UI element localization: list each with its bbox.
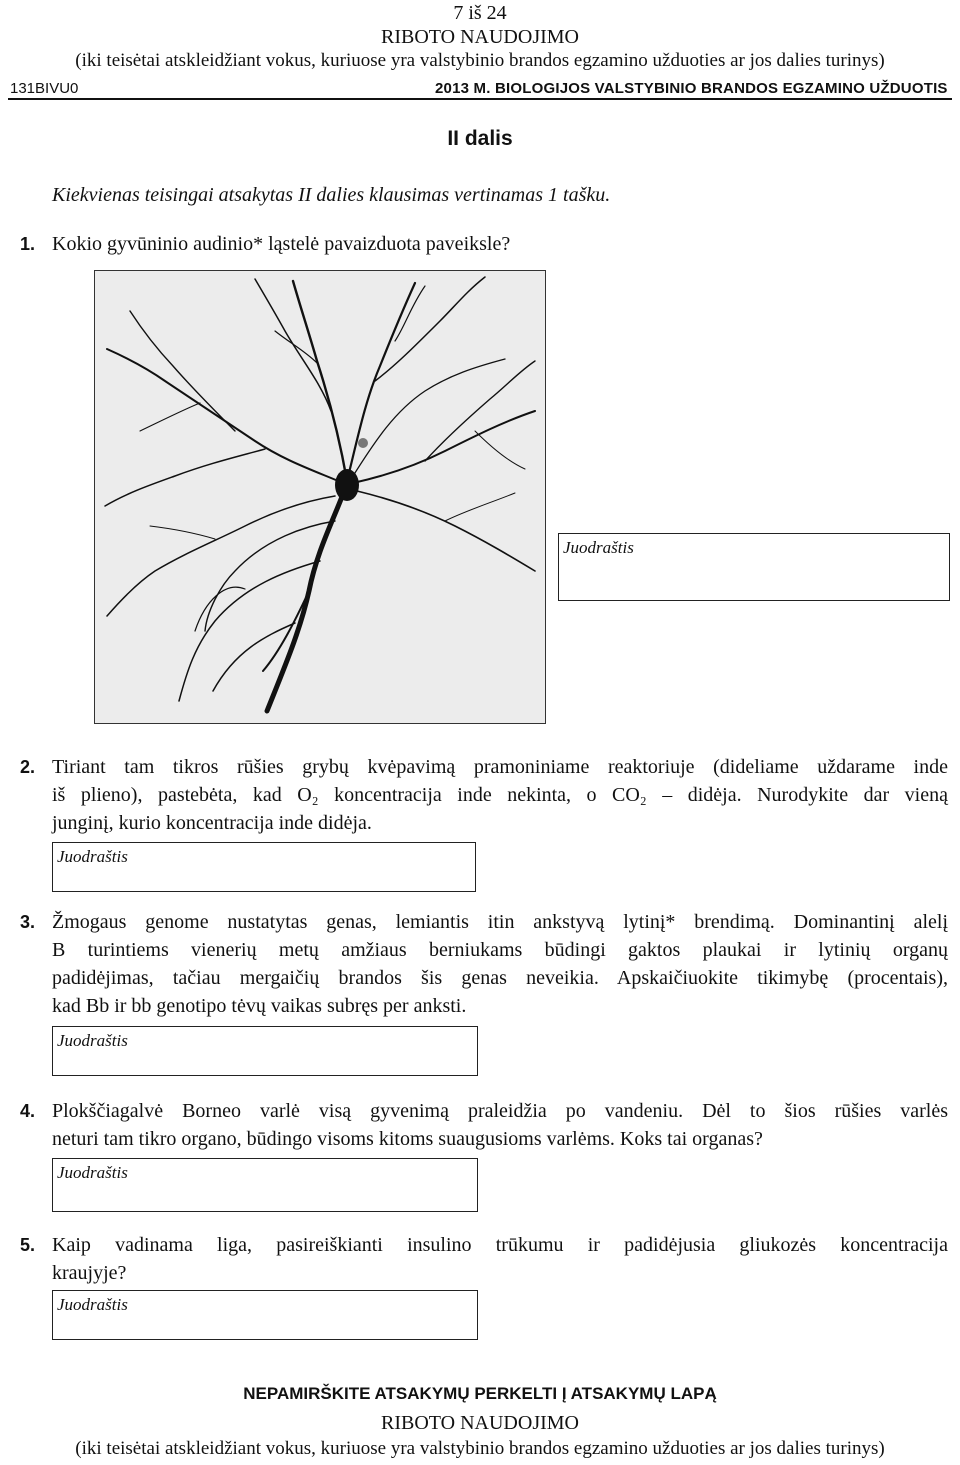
question-1-number: 1. [20,234,36,254]
question-5-line: kraujyje? [52,1262,127,1284]
part-title: II dalis [447,127,513,150]
draft-label: Juodraštis [57,847,128,866]
draft-label: Juodraštis [563,538,634,557]
restriction-note: (iki teisėtai atskleidžiant vokus, kuriuose yra valstybinio brandos egzamino užduoties ar jos dalies turinys) [75,50,885,71]
question-2-line: iš plieno), pastebėta, kad O₂ koncentracija inde nekinta, o CO₂ – didėja. Nurodykite dar vieną [52,784,948,806]
question-5-text [52,1231,948,1287]
question-3-line: Žmogaus genome nustatytas genas, lemiantis itin ankstyvą lytinį* brendimą. Dominantinį alelį [52,911,948,933]
question-4-text [52,1097,948,1153]
restriction-label: RIBOTO NAUDOJIMO [381,26,579,48]
question-3-line: kad Bb ir bb genotipo tėvų vaikas subręs per anksti. [52,995,467,1017]
question-2-number: 2. [20,757,36,777]
question-5-number: 5. [20,1235,36,1255]
question-4-draft-box[interactable] [52,1158,478,1212]
transfer-answers-reminder: NEPAMIRŠKITE ATSAKYMŲ PERKELTI Į ATSAKYMŲ LAPĄ [243,1384,717,1403]
page-number: 7 iš 24 [453,2,507,24]
question-5-line: Kaip vadinama liga, pasireiškianti insulino trūkumu ir padidėjusia gliukozės koncentracija [52,1234,948,1256]
question-3-draft-box[interactable] [52,1026,478,1076]
question-1-text [52,230,932,258]
question-3-line: padidėjimas, tačiau mergaičių brandos šis genas neveikia. Apskaičiuokite tikimybę (procentais), [52,967,948,989]
footer-restriction-label: RIBOTO NAUDOJIMO [381,1412,579,1434]
question-2-line: Tiriant tam tikros rūšies grybų kvėpavimą pramoniniame reaktoriuje (dideliame uždarame inde [52,756,948,778]
question-3-number: 3. [20,912,36,932]
neuron-figure [94,270,546,724]
draft-label: Juodraštis [57,1295,128,1314]
part-instruction: Kiekvienas teisingai atsakytas II dalies klausimas vertinamas 1 tašku. [52,184,611,206]
question-3-text [52,908,948,1020]
question-2-line: junginį, kurio koncentracija inde didėja. [52,812,372,834]
draft-label: Juodraštis [57,1031,128,1050]
question-4-number: 4. [20,1101,36,1121]
header-divider [8,98,952,100]
question-2-text [52,753,948,837]
draft-label: Juodraštis [57,1163,128,1182]
footer-restriction-note: (iki teisėtai atskleidžiant vokus, kuriuose yra valstybinio brandos egzamino užduoties ar jos dalies turinys) [75,1438,885,1459]
neuron-cell-image [95,271,545,723]
question-2-draft-box[interactable] [52,842,476,892]
question-4-line: neturi tam tikro organo, būdingo visoms kitoms suaugusioms varlėms. Koks tai organas? [52,1128,763,1150]
question-1-draft-box[interactable] [558,533,950,601]
exam-title: 2013 M. BIOLOGIJOS VALSTYBINIO BRANDOS EGZAMINO UŽDUOTIS [435,80,948,97]
question-1-line: Kokio gyvūninio audinio* ląstelė pavaizduota paveiksle? [52,233,511,255]
question-4-line: Plokščiagalvė Borneo varlė visą gyvenimą praleidžia po vandeniu. Dėl to šios rūšies varlės [52,1100,948,1122]
question-5-draft-box[interactable] [52,1290,478,1340]
question-3-line: B turintiems vienerių metų amžiaus berniukams būdingi gaktos plaukai ir lytinių organų [52,939,948,961]
exam-code: 131BIVU0 [10,80,79,97]
neuron-soma [335,469,359,501]
